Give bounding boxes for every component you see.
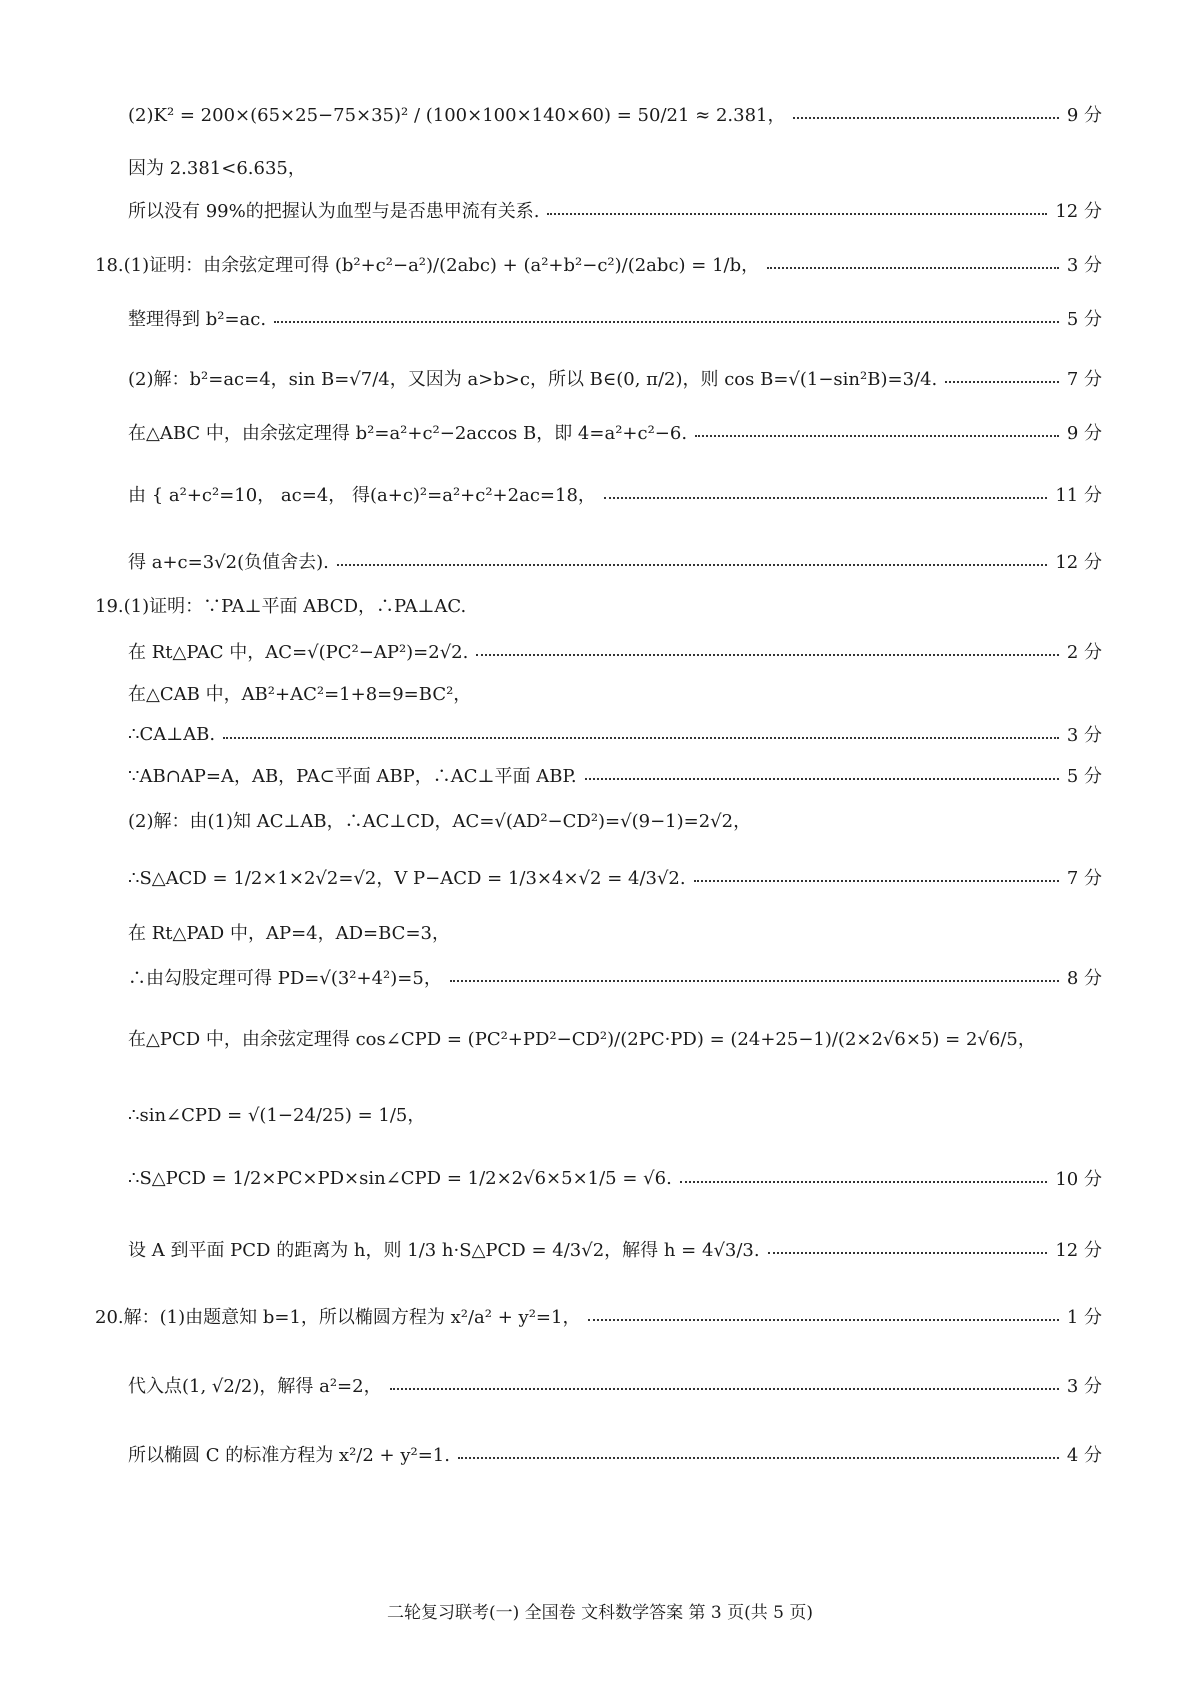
line-text: 因为 2.381<6.635， bbox=[128, 158, 306, 179]
score-label: 2 分 bbox=[1066, 642, 1102, 663]
dot-leader bbox=[694, 880, 1059, 882]
line-text: 在 Rt△PAD 中，AP=4，AD=BC=3， bbox=[128, 923, 450, 944]
dot-leader bbox=[274, 321, 1059, 323]
answer-line bbox=[128, 631, 1102, 671]
line-text: (2)解：b²=ac=4，sin B=√7/4，又因为 a>b>c，所以 B∈(0, π/2)，则 cos B=√(1−sin²B)=3/4. bbox=[128, 369, 938, 390]
answer-line bbox=[95, 244, 1102, 284]
dot-leader bbox=[223, 737, 1059, 739]
answer-line bbox=[128, 1365, 1102, 1405]
answer-line bbox=[128, 912, 1102, 952]
answer-line bbox=[128, 800, 1102, 840]
line-text: ∴CA⊥AB. bbox=[128, 723, 216, 745]
line-text: ∴由勾股定理可得 PD=√(3²+4²)=5， bbox=[128, 968, 442, 989]
dot-leader bbox=[450, 980, 1059, 982]
dot-leader bbox=[390, 1388, 1059, 1390]
answer-line bbox=[128, 1094, 1102, 1134]
answer-line bbox=[128, 94, 1102, 134]
line-text: (2)K² = 200×(65×25−75×35)² / (100×100×140×60) = 50/21 ≈ 2.381， bbox=[128, 105, 786, 126]
score-label: 3 分 bbox=[1066, 725, 1102, 746]
score-label: 12 分 bbox=[1055, 1240, 1102, 1261]
line-text: 所以椭圆 C 的标准方程为 x²/2 + y²=1. bbox=[128, 1445, 450, 1466]
page-footer: 二轮复习联考(一) 全国卷 文科数学答案 第 3 页(共 5 页) bbox=[387, 1603, 813, 1623]
score-label: 7 分 bbox=[1066, 369, 1102, 390]
score-label: 3 分 bbox=[1066, 1376, 1102, 1397]
dot-leader bbox=[476, 654, 1058, 656]
answer-line bbox=[128, 1158, 1102, 1198]
answer-line bbox=[128, 1229, 1102, 1269]
line-text: 18.(1)证明：由余弦定理可得 (b²+c²−a²)/(2abc) + (a²+b²−c²)/(2abc) = 1/b， bbox=[95, 255, 760, 276]
score-label: 9 分 bbox=[1066, 423, 1102, 444]
line-text: 在 Rt△PAC 中，AC=√(PC²−AP²)=2√2. bbox=[128, 642, 469, 663]
answer-line bbox=[128, 673, 1102, 713]
answer-line bbox=[128, 957, 1102, 997]
score-label: 12 分 bbox=[1055, 552, 1102, 573]
answer-line bbox=[128, 298, 1102, 338]
answer-line bbox=[128, 857, 1102, 897]
dot-leader bbox=[695, 435, 1059, 437]
answer-line bbox=[128, 541, 1102, 581]
line-text: ∵AB∩AP=A，AB，PA⊂平面 ABP，∴AC⊥平面 ABP. bbox=[128, 766, 577, 787]
dot-leader bbox=[680, 1181, 1048, 1183]
line-text: 19.(1)证明：∵PA⊥平面 ABCD，∴PA⊥AC. bbox=[95, 596, 467, 617]
line-text: (2)解：由(1)知 AC⊥AB，∴AC⊥CD，AC=√(AD²−CD²)=√(9−1)=2√2， bbox=[128, 811, 752, 832]
dot-leader bbox=[458, 1457, 1059, 1459]
line-text: 在△CAB 中，AB²+AC²=1+8=9=BC²， bbox=[128, 684, 472, 705]
dot-leader bbox=[767, 267, 1059, 269]
dot-leader bbox=[337, 564, 1048, 566]
answer-line bbox=[128, 190, 1102, 230]
answer-line bbox=[128, 755, 1102, 795]
score-label: 9 分 bbox=[1066, 105, 1102, 126]
line-text: 在△PCD 中，由余弦定理得 cos∠CPD = (PC²+PD²−CD²)/(2PC·PD) = (24+25−1)/(2×2√6×5) = 2√6/5， bbox=[128, 1029, 1036, 1050]
score-label: 11 分 bbox=[1055, 485, 1102, 506]
dot-leader bbox=[768, 1252, 1048, 1254]
answer-line bbox=[128, 1434, 1102, 1474]
dot-leader bbox=[945, 381, 1059, 383]
line-text: 得 a+c=3√2(负值舍去). bbox=[128, 552, 329, 573]
answer-line bbox=[128, 474, 1102, 514]
line-text: 代入点(1, √2/2)，解得 a²=2， bbox=[128, 1376, 382, 1397]
line-text: ∴sin∠CPD = √(1−24/25) = 1/5， bbox=[128, 1105, 426, 1126]
dot-leader bbox=[588, 1319, 1058, 1321]
line-text: 整理得到 b²=ac. bbox=[128, 309, 267, 330]
dot-leader bbox=[793, 117, 1058, 119]
line-text: 设 A 到平面 PCD 的距离为 h，则 1/3 h·S△PCD = 4/3√2，解得 h = 4√3/3. bbox=[128, 1240, 760, 1261]
score-label: 3 分 bbox=[1066, 255, 1102, 276]
score-label: 8 分 bbox=[1066, 968, 1102, 989]
score-label: 7 分 bbox=[1066, 868, 1102, 889]
dot-leader bbox=[604, 497, 1047, 499]
answer-line bbox=[128, 1018, 1102, 1058]
score-label: 5 分 bbox=[1066, 309, 1102, 330]
answer-line bbox=[128, 714, 1102, 754]
line-text: ∴S△ACD = 1/2×1×2√2=√2，V P−ACD = 1/3×4×√2 = 4/3√2. bbox=[128, 868, 686, 889]
score-label: 1 分 bbox=[1066, 1307, 1102, 1328]
score-label: 4 分 bbox=[1066, 1445, 1102, 1466]
line-text: 由 { a²+c²=10， ac=4， 得(a+c)²=a²+c²+2ac=18， bbox=[128, 485, 596, 506]
answer-line bbox=[128, 412, 1102, 452]
score-label: 12 分 bbox=[1055, 201, 1102, 222]
answer-line bbox=[128, 358, 1102, 398]
score-label: 10 分 bbox=[1055, 1169, 1102, 1190]
answer-line bbox=[95, 585, 1102, 625]
dot-leader bbox=[585, 778, 1059, 780]
line-text: 20.解：(1)由题意知 b=1，所以椭圆方程为 x²/a² + y²=1， bbox=[95, 1307, 581, 1328]
line-text: ∴S△PCD = 1/2×PC×PD×sin∠CPD = 1/2×2√6×5×1/5 = √6. bbox=[128, 1167, 672, 1189]
line-text: 所以没有 99%的把握认为血型与是否患甲流有关系. bbox=[128, 201, 540, 222]
answer-line bbox=[128, 147, 1102, 187]
dot-leader bbox=[547, 213, 1047, 215]
score-label: 5 分 bbox=[1066, 766, 1102, 787]
answer-line bbox=[95, 1296, 1102, 1336]
line-text: 在△ABC 中，由余弦定理得 b²=a²+c²−2accos B，即 4=a²+c²−6. bbox=[128, 423, 688, 444]
